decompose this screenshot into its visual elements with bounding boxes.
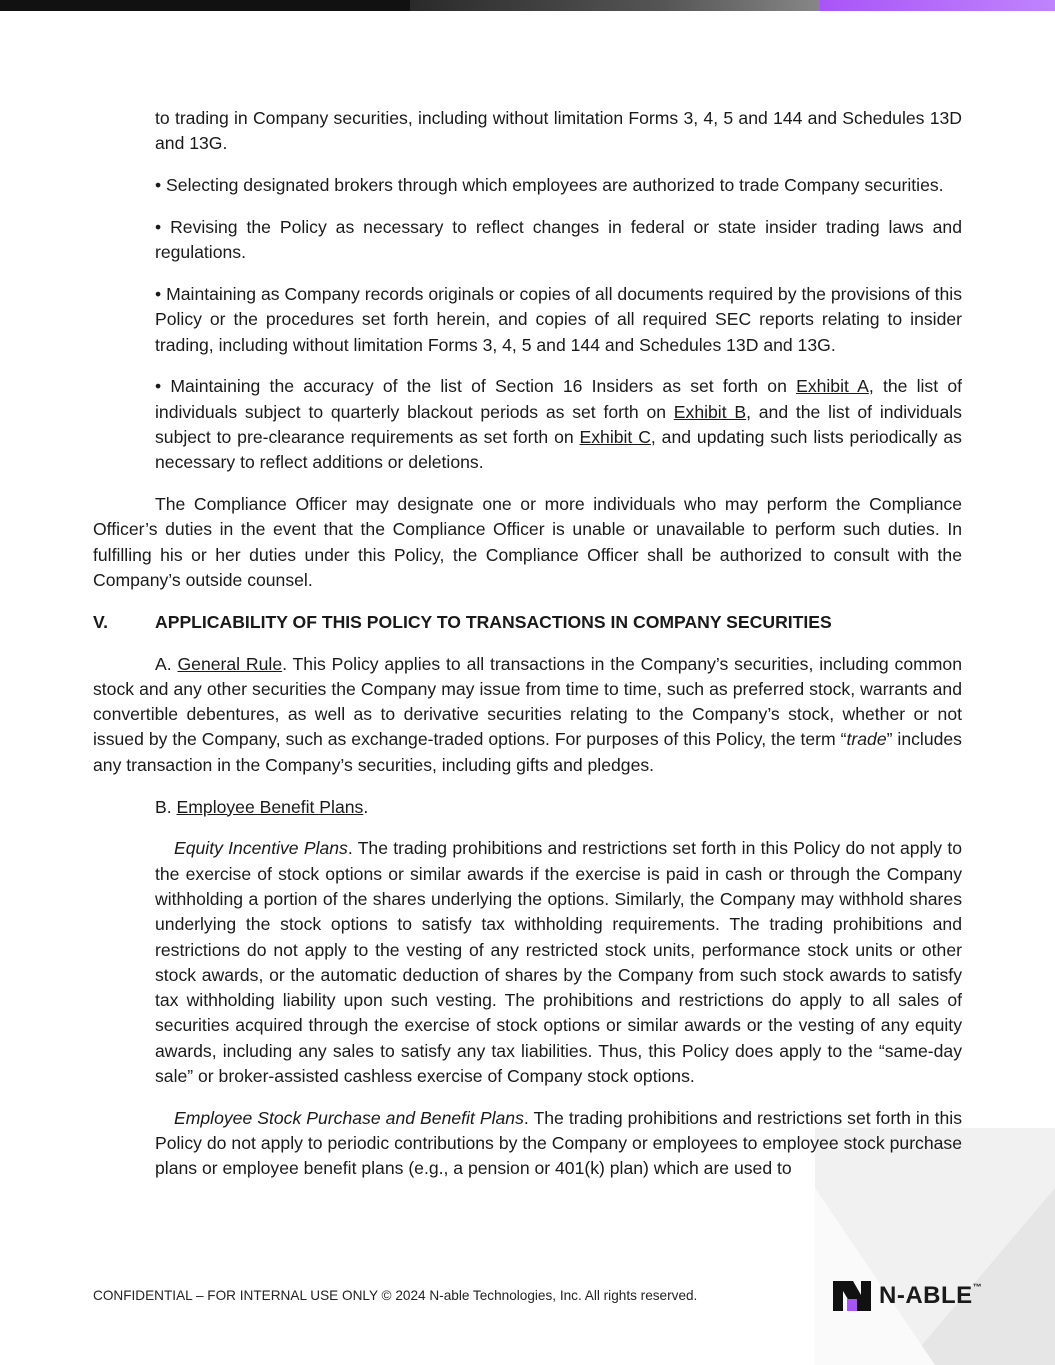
- text: ” includes any transaction in the Company’s securities, including gifts and pledges.: [93, 729, 962, 775]
- paragraph-stock-purchase: [93, 1106, 962, 1182]
- bullet-records: • Maintaining as Company records originals or copies of all documents required by the provisions of this Policy or the procedures set forth herein, and copies of all required SEC reports relating to insider trading, including without limitation Forms 3, 4, 5 and 144 and Schedules 13D and 13G.: [155, 283, 962, 355]
- logo-word: N-ABLE: [879, 1282, 973, 1309]
- general-rule-title: General Rule: [177, 653, 283, 674]
- top-bar-gradient: [410, 0, 830, 11]
- exhibit-a-link[interactable]: Exhibit A: [796, 376, 869, 397]
- section-title: APPLICABILITY OF THIS POLICY TO TRANSACTIONS IN COMPANY SECURITIES: [155, 611, 832, 632]
- top-bar-purple-accent: [820, 0, 1055, 11]
- paragraph-benefit-plans: [93, 795, 962, 820]
- bullet-exhibit-lists: [93, 374, 962, 475]
- text: . The trading prohibitions and restrictions set forth in this Policy do not apply to periodic contributions by the Company or employees to employee stock purchase plans or employee benefit plans (e.g., a pension or 401(k) plan) which are used to: [155, 1107, 962, 1179]
- document-body: [93, 106, 962, 1198]
- text: , and the list of individuals subject to pre-clearance requirements as set forth on: [155, 401, 962, 447]
- section-number: V.: [93, 611, 109, 632]
- text: .: [363, 796, 369, 817]
- exhibit-b-link[interactable]: Exhibit B: [673, 401, 747, 422]
- term-trade: trade: [846, 729, 887, 750]
- paragraph-equity-incentive: [93, 836, 962, 1089]
- text: . The trading prohibitions and restrictions set forth in this Policy do not apply to the exercise of stock options or similar awards if the exercise is paid in cash or through the Company withholding a portion of the shares underlying the options. Similarly, the Company may withhold shares underlying the stock options to satisfy tax withholding requirements. The trading prohibitions and restrictions do not apply to the vesting of any restricted stock units, performance stock units or other stock awards, or the automatic deduction of shares by the Company from such stock awards to satisfy tax withholding liability upon such vesting. The prohibitions and restrictions do apply to all sales of securities acquired through the exercise of stock options or similar awards or the vesting of any equity awards, including any sales to satisfy any tax liabilities. Thus, this Policy does apply to the “same-day sale” or broker-assisted cashless exercise of Company stock options.: [155, 838, 962, 1086]
- text: . This Policy applies to all transactions in the Company’s securities, including common stock and any other securities the Company may issue from time to time, such as preferred stock, warrants and convertible debentures, as well as to derivative securities relating to the Company’s stock, whether or not issued by the Company, such as exchange-traded options. For purposes of this Policy, the term “: [93, 653, 962, 750]
- bullet-brokers: • Selecting designated brokers through which employees are authorized to trade Company securities.: [155, 175, 944, 196]
- exhibit-c-link[interactable]: Exhibit C: [579, 426, 651, 447]
- text: A.: [155, 653, 178, 674]
- stock-purchase-title: Employee Stock Purchase and Benefit Plans: [174, 1107, 524, 1128]
- trademark: ™: [972, 1282, 983, 1292]
- text: B.: [155, 796, 177, 817]
- footer-text: CONFIDENTIAL – FOR INTERNAL USE ONLY © 2024 N-able Technologies, Inc. All rights reserved.: [93, 1288, 698, 1303]
- section-heading: [93, 610, 962, 635]
- paragraph-continuation: to trading in Company securities, including without limitation Forms 3, 4, 5 and 144 and Schedules 13D and 13G.: [155, 108, 962, 154]
- text: • Maintaining the accuracy of the list of Section 16 Insiders as set forth on: [155, 376, 797, 397]
- paragraph-general-rule: [93, 652, 962, 778]
- nable-logo-icon: [833, 1281, 871, 1311]
- nable-logo: [833, 1281, 982, 1311]
- text: , and updating such lists periodically as necessary to reflect additions or deletions.: [155, 426, 962, 473]
- nable-logo-text: [879, 1282, 982, 1310]
- benefit-plans-title: Employee Benefit Plans: [176, 796, 364, 817]
- paragraph-compliance-officer: The Compliance Officer may designate one or more individuals who may perform the Compliance Officer’s duties in the event that the Compliance Officer is unable or unavailable to perform such duties. In fulfilling his or her duties under this Policy, the Compliance Officer shall be authorized to consult with the Company’s outside counsel.: [93, 494, 962, 590]
- top-accent-bar: [0, 0, 1055, 11]
- text: , the list of individuals subject to quarterly blackout periods as set forth on: [155, 376, 962, 422]
- bullet-revising-policy: • Revising the Policy as necessary to reflect changes in federal or state insider trading laws and regulations.: [155, 216, 962, 263]
- equity-incentive-title: Equity Incentive Plans: [174, 838, 348, 859]
